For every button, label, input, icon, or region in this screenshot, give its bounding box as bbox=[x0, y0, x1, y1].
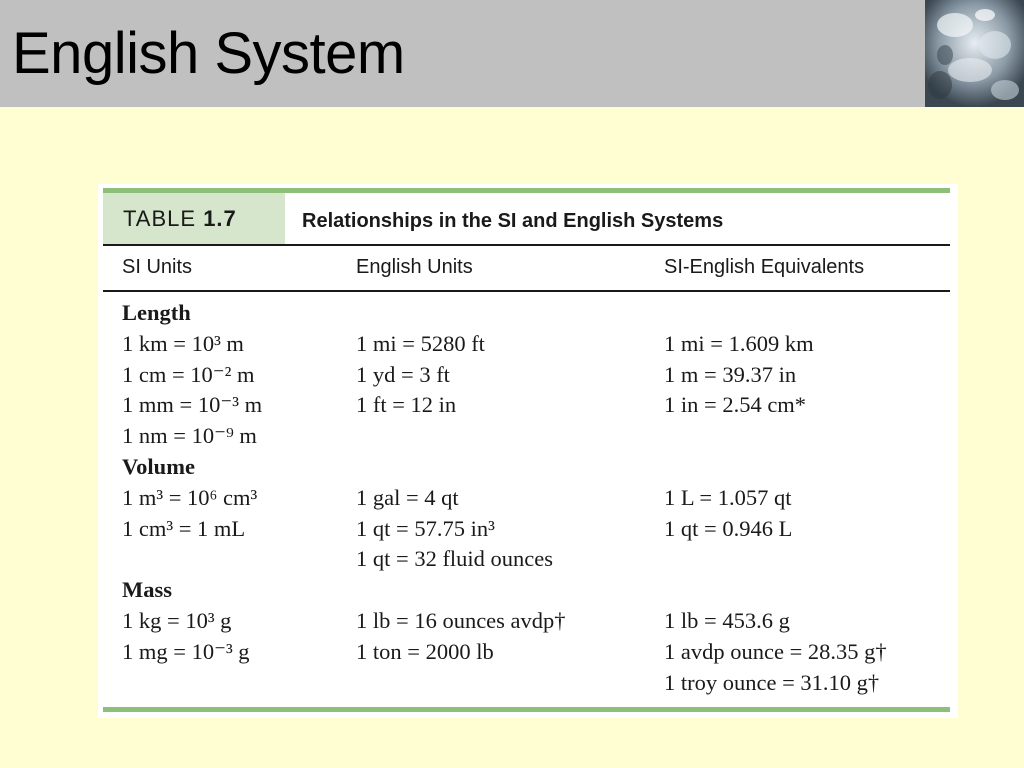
english-cell: 1 gal = 4 qt bbox=[356, 484, 459, 510]
header-si-units: SI Units bbox=[122, 256, 193, 278]
si-cell: 1 km = 10³ m bbox=[122, 330, 244, 356]
equivalents-column bbox=[664, 298, 887, 698]
equivalent-cell: 1 L = 1.057 qt bbox=[664, 484, 792, 510]
english-cell: 1 lb = 16 ounces avdp† bbox=[356, 607, 566, 633]
title-bar bbox=[0, 0, 925, 107]
equivalent-cell: 1 m = 39.37 in bbox=[664, 361, 797, 387]
conversion-table bbox=[98, 184, 958, 718]
table-title: Relationships in the SI and English Systems bbox=[302, 210, 724, 232]
equivalent-cell: 1 troy ounce = 31.10 g† bbox=[664, 669, 880, 695]
table-label-word: TABLE bbox=[123, 206, 197, 231]
slide-title: English System bbox=[12, 21, 405, 86]
english-cell: 1 ton = 2000 lb bbox=[356, 638, 494, 664]
english-cell: 1 ft = 12 in bbox=[356, 392, 457, 418]
section-mass: Mass bbox=[122, 577, 172, 603]
equivalent-cell: 1 qt = 0.946 L bbox=[664, 515, 793, 541]
si-cell: 1 m³ = 10⁶ cm³ bbox=[122, 484, 258, 510]
english-cell: 1 mi = 5280 ft bbox=[356, 330, 485, 356]
header-english-units: English Units bbox=[356, 256, 473, 278]
si-units-column bbox=[122, 298, 262, 668]
si-cell: 1 cm = 10⁻² m bbox=[122, 361, 255, 387]
decorative-ice-image bbox=[925, 0, 1024, 107]
equivalent-cell: 1 avdp ounce = 28.35 g† bbox=[664, 638, 887, 664]
equivalent-cell: 1 lb = 453.6 g bbox=[664, 607, 790, 633]
si-cell: 1 mm = 10⁻³ m bbox=[122, 392, 263, 418]
section-length: Length bbox=[122, 300, 191, 325]
english-cell: 1 yd = 3 ft bbox=[356, 361, 450, 387]
si-cell: 1 mg = 10⁻³ g bbox=[122, 638, 250, 664]
equivalent-cell: 1 in = 2.54 cm* bbox=[664, 392, 807, 418]
english-cell: 1 qt = 32 fluid ounces bbox=[356, 546, 554, 572]
section-volume: Volume bbox=[122, 453, 195, 479]
table-label bbox=[103, 193, 285, 244]
si-cell: 1 nm = 10⁻⁹ m bbox=[122, 423, 257, 449]
si-cell: 1 kg = 10³ g bbox=[122, 607, 232, 633]
english-cell: 1 qt = 57.75 in³ bbox=[356, 515, 495, 541]
table-bottom-rule bbox=[103, 707, 950, 712]
header-equivalents: SI-English Equivalents bbox=[664, 256, 865, 278]
header-top-rule bbox=[103, 244, 950, 246]
english-units-column bbox=[356, 298, 566, 668]
equivalent-cell: 1 mi = 1.609 km bbox=[664, 330, 814, 356]
table-number: 1.7 bbox=[203, 206, 237, 231]
header-bottom-rule bbox=[103, 290, 950, 292]
si-cell: 1 cm³ = 1 mL bbox=[122, 515, 246, 541]
